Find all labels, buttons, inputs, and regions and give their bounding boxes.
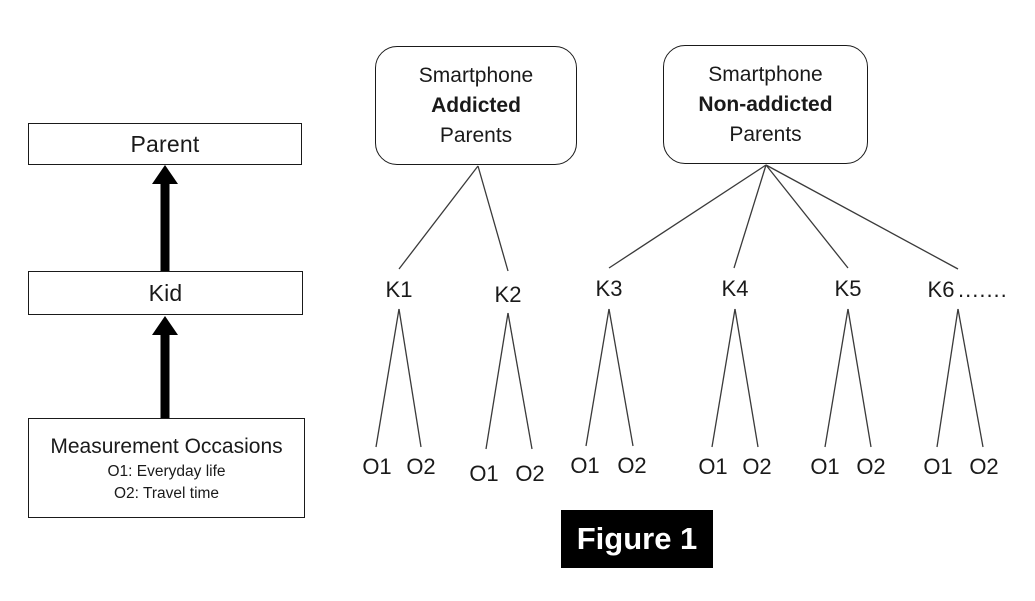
non-addicted-box-line3: Parents [729, 122, 802, 146]
occasion-k4-o1: O1 [698, 454, 728, 479]
occasion-k1-o2: O2 [406, 454, 436, 479]
kid-node-k3: K3 [595, 276, 623, 301]
occasion-k2-o2: O2 [515, 461, 545, 486]
non-addicted-box-line2: Non-addicted [698, 92, 833, 116]
non-addicted-box-line1: Smartphone [708, 62, 823, 86]
kid-node-k4: K4 [721, 276, 749, 301]
kid-node-k5: K5 [834, 276, 862, 301]
kid-node-k2: K2 [494, 282, 522, 307]
addicted-box-line2: Addicted [431, 93, 521, 117]
occasion-k6-o1: O1 [923, 454, 953, 479]
kid-box [28, 271, 303, 315]
kid-node-k6: K6 [927, 277, 955, 302]
occasion-k5-o2: O2 [856, 454, 886, 479]
arrow-kid-to-parent [152, 165, 178, 271]
non-addicted-fan-lines [609, 165, 958, 269]
kid-node-k6-ellipsis: ....... [958, 277, 1008, 302]
addicted-box-line3: Parents [439, 123, 513, 147]
smartphone-non-addicted-parents-box [663, 45, 868, 164]
kid-box-label: Kid [148, 279, 183, 306]
occasion-k6-o2: O2 [969, 454, 999, 479]
parent-box [28, 123, 302, 165]
addicted-fan-lines [399, 166, 508, 271]
occasion-k3-o1: O1 [570, 453, 600, 478]
arrow-measurement-to-kid [152, 316, 178, 419]
kid-occasion-lines [376, 309, 983, 449]
occasion-k2-o1: O1 [469, 461, 499, 486]
occasion-k1-o1: O1 [362, 454, 392, 479]
occasion-k5-o1: O1 [810, 454, 840, 479]
measurement-item-o2: O2: Travel time [113, 485, 220, 502]
figure-caption [561, 510, 713, 568]
kid-node-k1: K1 [385, 277, 413, 302]
occasion-k3-o2: O2 [617, 453, 647, 478]
measurement-item-o1: O1: Everyday life [107, 463, 226, 480]
smartphone-addicted-parents-box [375, 46, 577, 165]
measurement-title: Measurement Occasions [50, 435, 283, 458]
figure-caption-text: Figure 1 [576, 521, 698, 556]
parent-box-label: Parent [130, 130, 200, 157]
occasion-k4-o2: O2 [742, 454, 772, 479]
measurement-box [28, 418, 305, 518]
addicted-box-line1: Smartphone [418, 63, 534, 87]
